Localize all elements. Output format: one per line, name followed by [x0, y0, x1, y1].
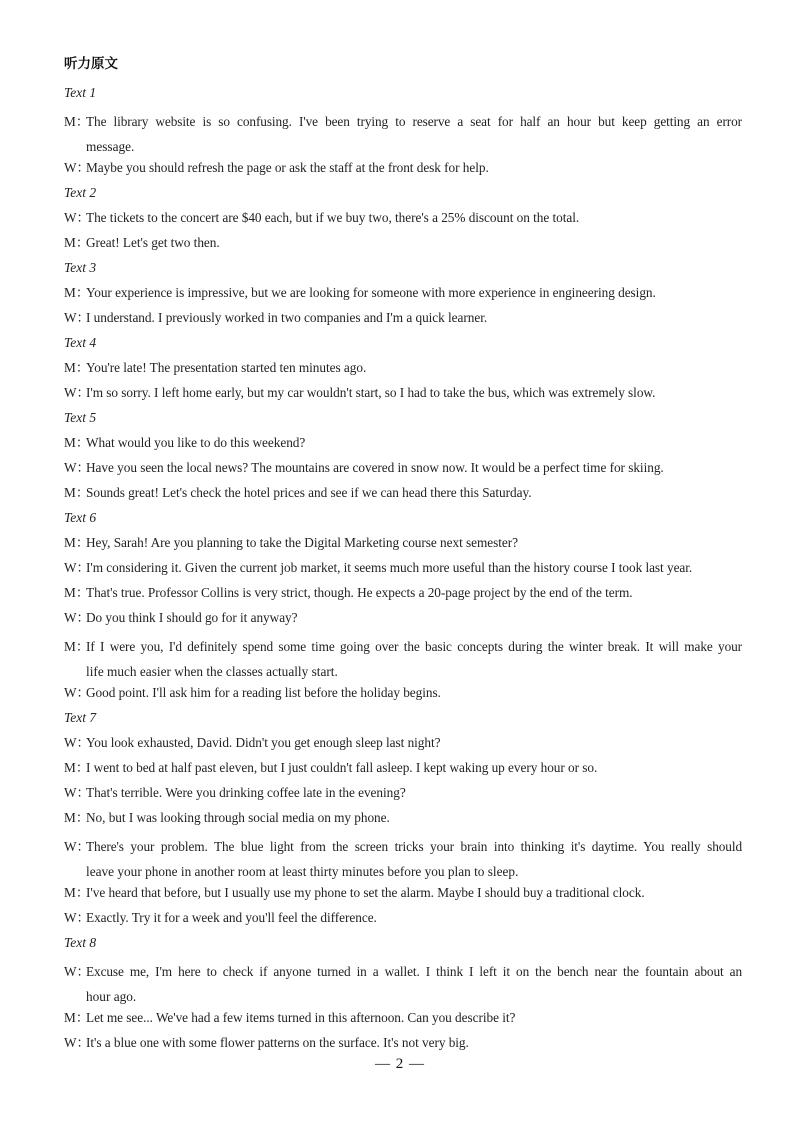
dialogue-line [64, 634, 742, 684]
dialogue-line [64, 809, 742, 827]
speaker-label: M： [64, 585, 90, 600]
speaker-label: W： [64, 460, 90, 475]
utterance-text: I understand. I previously worked in two companies and I'm a quick learner. [86, 310, 488, 325]
dialogue-line [64, 784, 742, 802]
speaker-label: M： [64, 114, 90, 129]
speaker-label: W： [64, 210, 90, 225]
speaker-label: M： [64, 285, 90, 300]
utterance-text: That's terrible. Were you drinking coffee late in the evening? [86, 785, 406, 800]
dialogue-line [64, 684, 742, 702]
utterance-text: Maybe you should refresh the page or ask the staff at the front desk for help. [86, 160, 489, 175]
dialogue-line [64, 234, 742, 252]
utterance-line-2: leave your phone in another room at least thirty minutes before you plan to sleep. [86, 864, 519, 879]
utterance-line-2: life much easier when the classes actually start. [86, 664, 338, 679]
utterance-line-1: If I were you, I'd definitely spend some time going over the basic concepts during the winter break. It will make your [86, 639, 742, 654]
dialogue-line [64, 284, 742, 302]
utterance-text [86, 634, 742, 684]
speaker-label: W： [64, 310, 90, 325]
section-title: Text 6 [64, 510, 97, 525]
speaker-label: M： [64, 535, 90, 550]
dialogue-line [64, 909, 742, 927]
utterance-text: No, but I was looking through social media on my phone. [86, 810, 390, 825]
page-heading: 听力原文 [64, 56, 118, 72]
utterance-line-2: hour ago. [86, 989, 137, 1004]
speaker-label: W： [64, 610, 90, 625]
utterance-text: I went to bed at half past eleven, but I just couldn't fall asleep. I kept waking up every hour or so. [86, 760, 598, 775]
utterance-text: Have you seen the local news? The mountains are covered in snow now. It would be a perfect time for skiing. [86, 460, 664, 475]
speaker-label: M： [64, 435, 90, 450]
dialogue-line [64, 559, 742, 577]
utterance-text: I'm considering it. Given the current job market, it seems much more useful than the history course I took last year. [86, 560, 693, 575]
speaker-label: W： [64, 785, 90, 800]
section-title: Text 7 [64, 710, 97, 725]
utterance-text [86, 109, 742, 159]
dialogue-line [64, 584, 742, 602]
speaker-label: M： [64, 885, 90, 900]
speaker-label: W： [64, 685, 90, 700]
utterance-text: The tickets to the concert are $40 each, but if we buy two, there's a 25% discount on the total. [86, 210, 580, 225]
dialogue-line [64, 834, 742, 884]
utterance-line-1: Excuse me, I'm here to check if anyone turned in a wallet. I think I left it on the bench near the fountain about an [86, 964, 742, 979]
speaker-label: W： [64, 964, 90, 979]
utterance-text [86, 959, 742, 1009]
dialogue-line [64, 609, 742, 627]
speaker-label: M： [64, 639, 90, 654]
speaker-label: W： [64, 735, 90, 750]
dialogue-line [64, 484, 742, 502]
utterance-text: I'm so sorry. I left home early, but my car wouldn't start, so I had to take the bus, which was extremely slow. [86, 385, 656, 400]
utterance-text: Sounds great! Let's check the hotel prices and see if we can head there this Saturday. [86, 485, 532, 500]
utterance-text: Good point. I'll ask him for a reading list before the holiday begins. [86, 685, 441, 700]
speaker-label: W： [64, 1035, 90, 1050]
speaker-label: M： [64, 485, 90, 500]
dialogue-line [64, 159, 742, 177]
utterance-text: That's true. Professor Collins is very strict, though. He expects a 20-page project by the end of the term. [86, 585, 633, 600]
transcript-body [64, 84, 742, 1059]
section-title: Text 8 [64, 935, 97, 950]
dialogue-line [64, 734, 742, 752]
speaker-label: W： [64, 160, 90, 175]
dialogue-line [64, 434, 742, 452]
utterance-text: I've heard that before, but I usually use my phone to set the alarm. Maybe I should buy a traditional clock. [86, 885, 645, 900]
speaker-label: M： [64, 1010, 90, 1025]
dialogue-line [64, 884, 742, 902]
utterance-line-2: message. [86, 139, 135, 154]
utterance-text: Hey, Sarah! Are you planning to take the Digital Marketing course next semester? [86, 535, 518, 550]
utterance-text [86, 834, 742, 884]
utterance-text: What would you like to do this weekend? [86, 435, 306, 450]
dialogue-line [64, 359, 742, 377]
speaker-label: W： [64, 560, 90, 575]
speaker-label: M： [64, 760, 90, 775]
section-title: Text 5 [64, 410, 97, 425]
dialogue-line [64, 309, 742, 327]
speaker-label: M： [64, 235, 90, 250]
dialogue-line [64, 959, 742, 1009]
speaker-label: M： [64, 810, 90, 825]
utterance-text: You look exhausted, David. Didn't you get enough sleep last night? [86, 735, 441, 750]
speaker-label: W： [64, 839, 90, 854]
dialogue-line [64, 1034, 742, 1052]
utterance-text: You're late! The presentation started ten minutes ago. [86, 360, 367, 375]
speaker-label: W： [64, 910, 90, 925]
dialogue-line [64, 384, 742, 402]
utterance-text: Exactly. Try it for a week and you'll feel the difference. [86, 910, 377, 925]
utterance-text: Great! Let's get two then. [86, 235, 220, 250]
utterance-line-1: The library website is so confusing. I've been trying to reserve a seat for half an hour but keep getting an error [86, 114, 742, 129]
dialogue-line [64, 1009, 742, 1027]
dialogue-line [64, 459, 742, 477]
section-title: Text 2 [64, 185, 97, 200]
utterance-text: It's a blue one with some flower patterns on the surface. It's not very big. [86, 1035, 469, 1050]
utterance-line-1: There's your problem. The blue light from the screen tricks your brain into thinking it's daytime. You really should [86, 839, 742, 854]
section-title: Text 4 [64, 335, 97, 350]
utterance-text: Do you think I should go for it anyway? [86, 610, 298, 625]
utterance-text: Let me see... We've had a few items turned in this afternoon. Can you describe it? [86, 1010, 516, 1025]
utterance-text: Your experience is impressive, but we are looking for someone with more experience in engineering design. [86, 285, 656, 300]
section-title: Text 1 [64, 85, 97, 100]
page-number: — 2 — [375, 1056, 425, 1072]
dialogue-line [64, 759, 742, 777]
section-title: Text 3 [64, 260, 97, 275]
speaker-label: W： [64, 385, 90, 400]
speaker-label: M： [64, 360, 90, 375]
dialogue-line [64, 109, 742, 159]
dialogue-line [64, 534, 742, 552]
dialogue-line [64, 209, 742, 227]
